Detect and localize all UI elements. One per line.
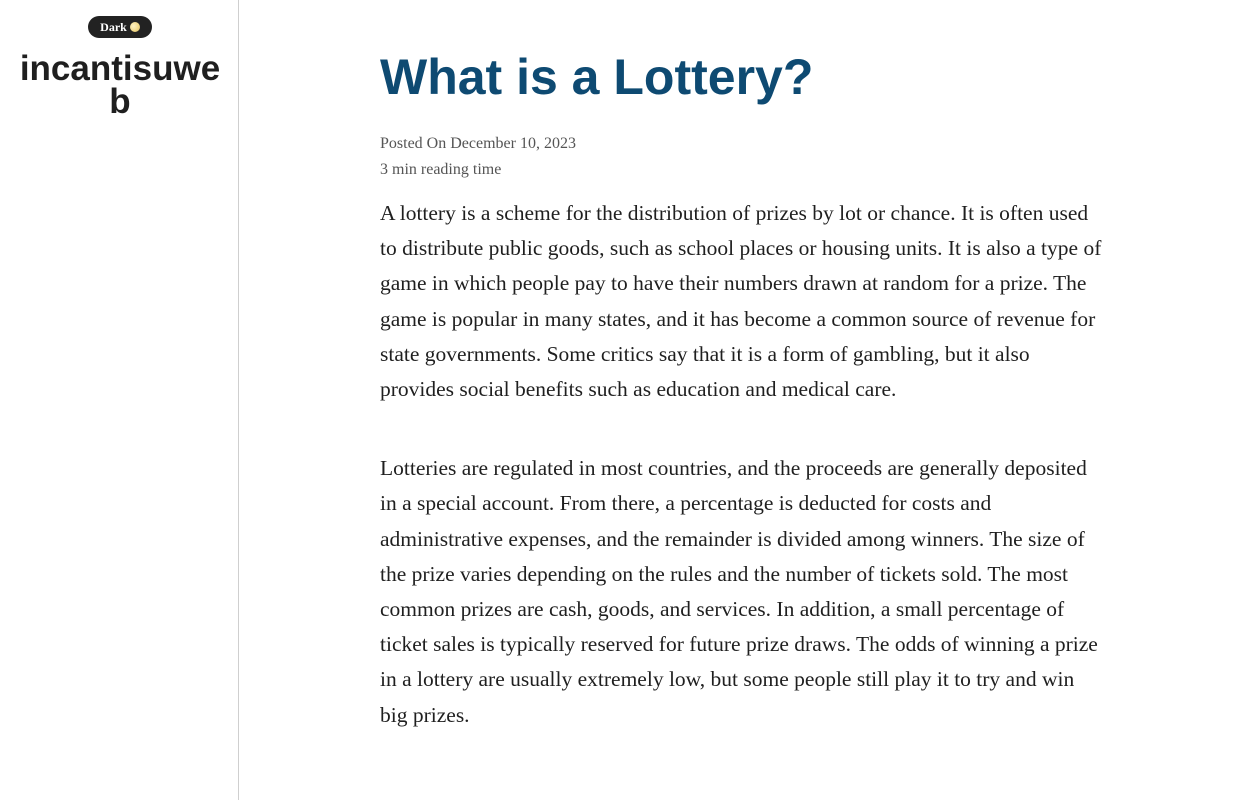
post-meta bbox=[380, 131, 576, 183]
post-body bbox=[380, 196, 1102, 777]
post-date: Posted On December 10, 2023 bbox=[380, 135, 576, 152]
post-paragraph: Lotteries are regulated in most countries, and the proceeds are generally deposited in a special account. From there, a percentage is deducted for costs and administrative expenses, and the remainder is divided among winners. The size of the prize varies depending on the rules and the number of tickets sold. The most common prizes are cash, goods, and services. In addition, a small percentage of ticket sales is typically reserved for future prize draws. The odds of winning a prize in a lottery are usually extremely low, but some people still play it to try and win big prizes. bbox=[380, 456, 1098, 727]
post-title: What is a Lottery? bbox=[380, 49, 814, 105]
post-paragraph: A lottery is a scheme for the distribution of prizes by lot or chance. It is often used to distribute public goods, such as school places or housing units. It is also a type of game in which people pay to have their numbers drawn at random for a prize. The game is popular in many states, and it has become a common source of revenue for state governments. Some critics say that it is a form of gambling, but it also provides social benefits such as education and medical care. bbox=[380, 201, 1102, 402]
theme-toggle-button[interactable] bbox=[88, 16, 152, 38]
reading-time: 3 min reading time bbox=[380, 161, 502, 178]
moon-icon bbox=[130, 22, 140, 32]
site-title-link[interactable]: incantisuweb bbox=[19, 49, 221, 121]
sidebar bbox=[0, 0, 239, 800]
theme-toggle-label: Dark bbox=[100, 19, 127, 34]
